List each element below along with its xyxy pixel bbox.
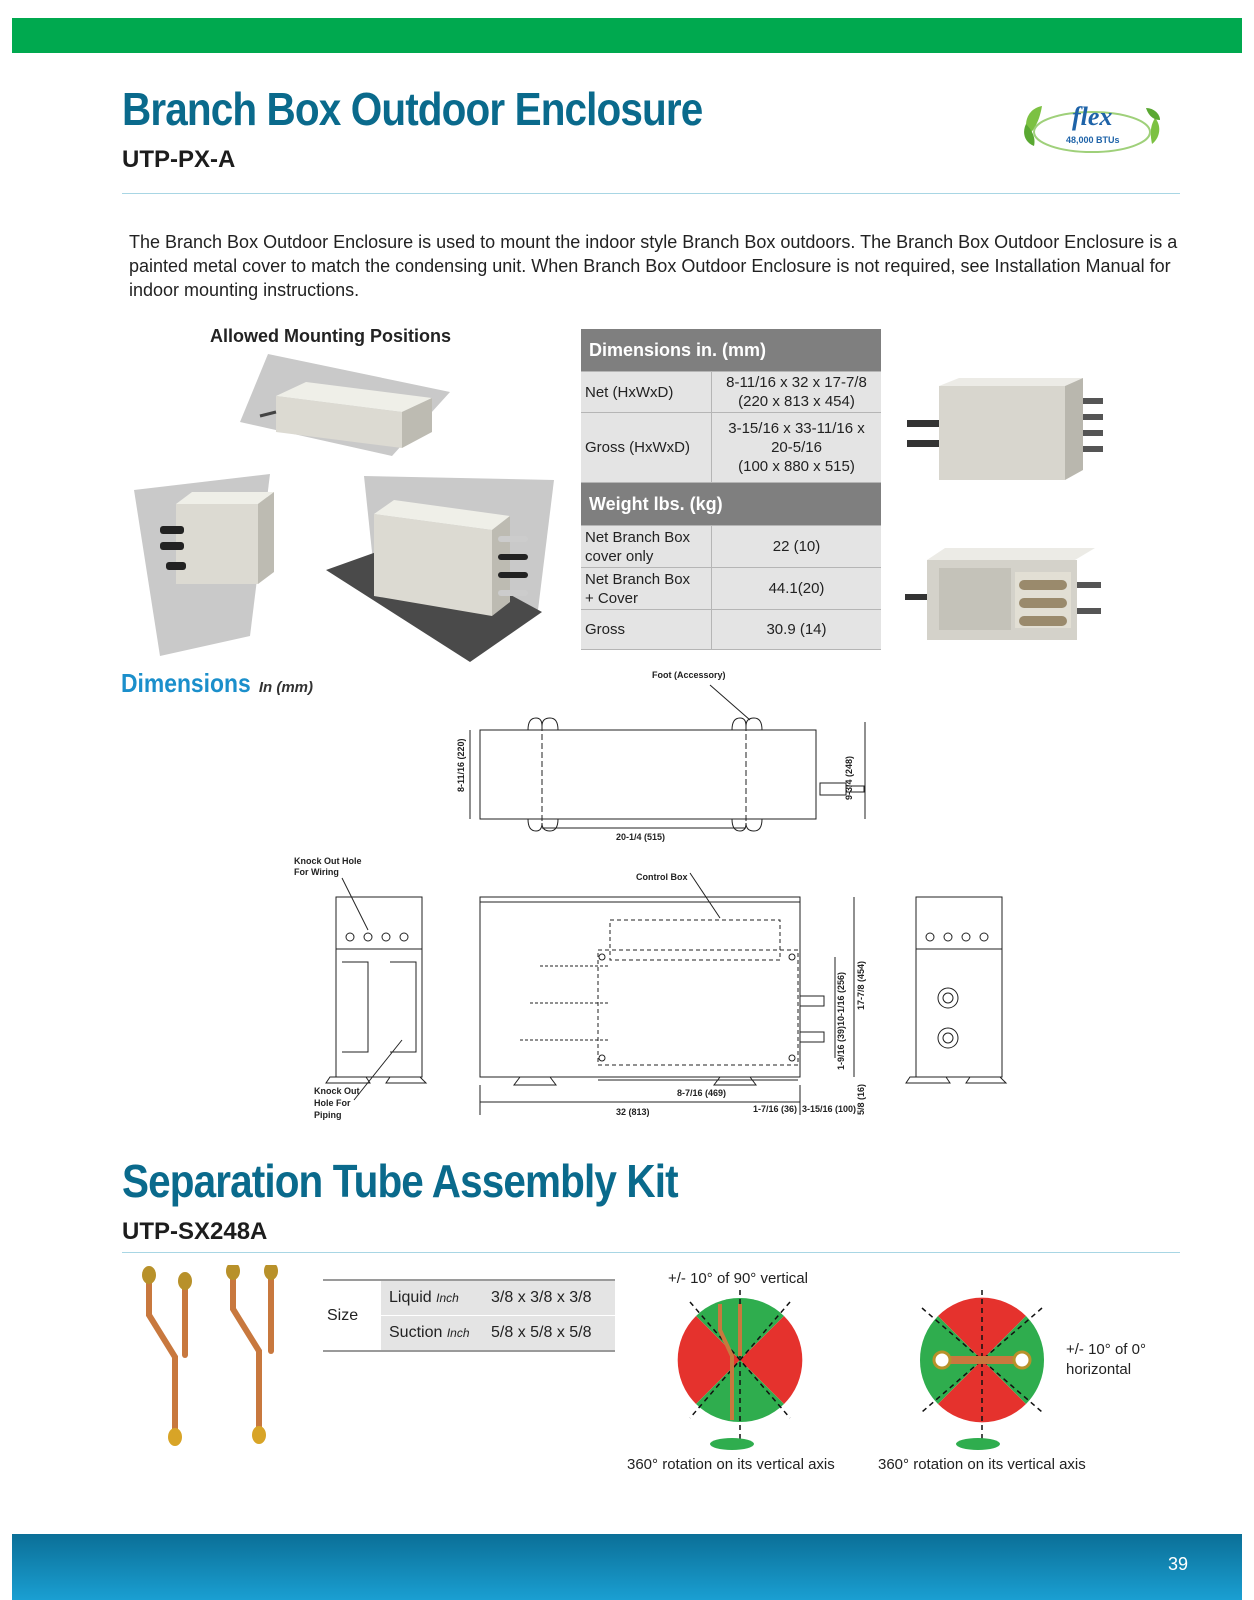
size-label: Size — [327, 1306, 359, 1324]
weight-gross-value: 30.9 (14) — [712, 610, 882, 650]
weight-gross-label: Gross — [581, 610, 712, 650]
label-h-256: 10-1/16 (256) — [836, 971, 846, 1026]
label-w-100: 3-15/16 (100) — [802, 1104, 857, 1114]
suction-value: 5/8 x 5/8 x 5/8 — [483, 1316, 615, 1352]
dimensions-title: Dimensions — [121, 668, 251, 698]
dimensions-unit: In (mm) — [258, 679, 313, 696]
size-table — [323, 1279, 615, 1352]
label-control-box: Control Box — [636, 872, 688, 882]
label-h-16: 5/8 (16) — [856, 1083, 866, 1115]
liquid-unit: Inch — [436, 1291, 459, 1305]
label-knock-piping-2: Hole For — [314, 1098, 351, 1108]
product-photos — [905, 372, 1180, 662]
liquid-value: 3/8 x 3/8 x 3/8 — [483, 1280, 615, 1316]
horizontal-note — [1066, 1340, 1146, 1380]
dimension-drawing — [280, 660, 1040, 1130]
vertical-note: +/- 10° of 90° vertical — [668, 1270, 808, 1287]
vertical-orientation-diagram — [670, 1290, 810, 1450]
suction-label: Suction — [389, 1324, 443, 1341]
separation-model: UTP-SX248A — [122, 1218, 268, 1245]
net-dim-value-line2: (220 x 813 x 454) — [738, 393, 855, 410]
footer-bar — [12, 1534, 1242, 1600]
weight-header: Weight lbs. (kg) — [581, 483, 881, 526]
dimensions-header: Dimensions in. (mm) — [581, 329, 881, 372]
label-w-813: 32 (813) — [616, 1107, 650, 1117]
label-knock-piping-3: Piping — [314, 1110, 342, 1120]
liquid-label-cell — [381, 1280, 483, 1316]
label-knock-wiring-1: Knock Out Hole — [294, 856, 362, 866]
rotation-note-right: 360° rotation on its vertical axis — [878, 1456, 1086, 1473]
weight-net-box-label — [581, 526, 712, 568]
weight-net-box-label-line1: Net Branch Box — [585, 528, 691, 546]
label-height-top: 8-11/16 (220) — [456, 738, 466, 792]
separation-divider — [122, 1252, 1180, 1253]
gross-dim-value-line2: 20-5/16 — [771, 439, 822, 456]
label-foot: Foot (Accessory) — [652, 670, 726, 680]
page-title: Branch Box Outdoor Enclosure — [122, 83, 703, 135]
model-number: UTP-PX-A — [122, 146, 236, 173]
label-w-469: 8-7/16 (469) — [677, 1088, 727, 1098]
weight-net-cover-label-line1: Net Branch Box — [585, 570, 691, 588]
mounting-illustration — [130, 350, 560, 670]
flex-logo — [1020, 100, 1165, 162]
label-knock-wiring-2: For Wiring — [294, 867, 339, 877]
label-width-top: 20-1/4 (515) — [616, 832, 666, 842]
net-dim-value — [712, 372, 882, 413]
header-divider — [122, 193, 1180, 194]
intro-paragraph: The Branch Box Outdoor Enclosure is used to mount the indoor style Branch Box outdoors. The Branch Box Outdoor Enclosure is a painted metal cover to match the condensing unit. When Branch Box Outdoor Enclosure is not required, see Installation Manual for indoor mounting instructions. — [129, 232, 1178, 300]
separation-title: Separation Tube Assembly Kit — [122, 1155, 678, 1207]
spec-table-wrap — [581, 329, 881, 650]
label-w-36: 1-7/16 (36) — [753, 1104, 798, 1114]
weight-net-box-label-line2: cover only — [585, 547, 654, 565]
gross-dim-value-line3: (100 x 880 x 515) — [738, 458, 855, 475]
net-dim-label: Net (HxWxD) — [581, 372, 712, 413]
weight-net-cover-label — [581, 568, 712, 610]
gross-dim-value-line1: 3-15/16 x 33-11/16 x — [728, 420, 865, 437]
rotation-note-left: 360° rotation on its vertical axis — [627, 1456, 835, 1473]
horizontal-orientation-diagram — [912, 1290, 1052, 1450]
label-knock-piping-1: Knock Out — [314, 1086, 360, 1096]
spec-table — [581, 329, 881, 650]
net-dim-value-line1: 8-11/16 x 32 x 17-7/8 — [726, 374, 867, 391]
logo-capacity: 48,000 BTUs — [1066, 135, 1120, 145]
weight-net-cover-value: 44.1(20) — [712, 568, 882, 610]
top-accent-bar — [12, 18, 1242, 53]
gross-dim-label: Gross (HxWxD) — [581, 413, 712, 483]
horizontal-note-line1: +/- 10° of 0° — [1066, 1341, 1146, 1358]
weight-net-box-value: 22 (10) — [712, 526, 882, 568]
liquid-label: Liquid — [389, 1289, 432, 1306]
page-number: 39 — [1168, 1554, 1189, 1574]
label-depth-right: 9-3/4 (248) — [844, 755, 854, 800]
logo-brand: flex — [1072, 102, 1113, 131]
horizontal-note-line2: horizontal — [1066, 1361, 1132, 1378]
weight-net-cover-label-line2: + Cover — [585, 589, 638, 607]
suction-unit: Inch — [446, 1326, 470, 1340]
suction-label-cell — [381, 1316, 483, 1352]
size-table-wrap — [323, 1279, 615, 1352]
label-h-454: 17-7/8 (454) — [856, 960, 866, 1010]
gross-dim-value — [712, 413, 882, 483]
mounting-title: Allowed Mounting Positions — [210, 326, 451, 346]
label-h-39: 1-9/16 (39) — [836, 1025, 846, 1070]
separation-tube-photo — [135, 1265, 295, 1455]
